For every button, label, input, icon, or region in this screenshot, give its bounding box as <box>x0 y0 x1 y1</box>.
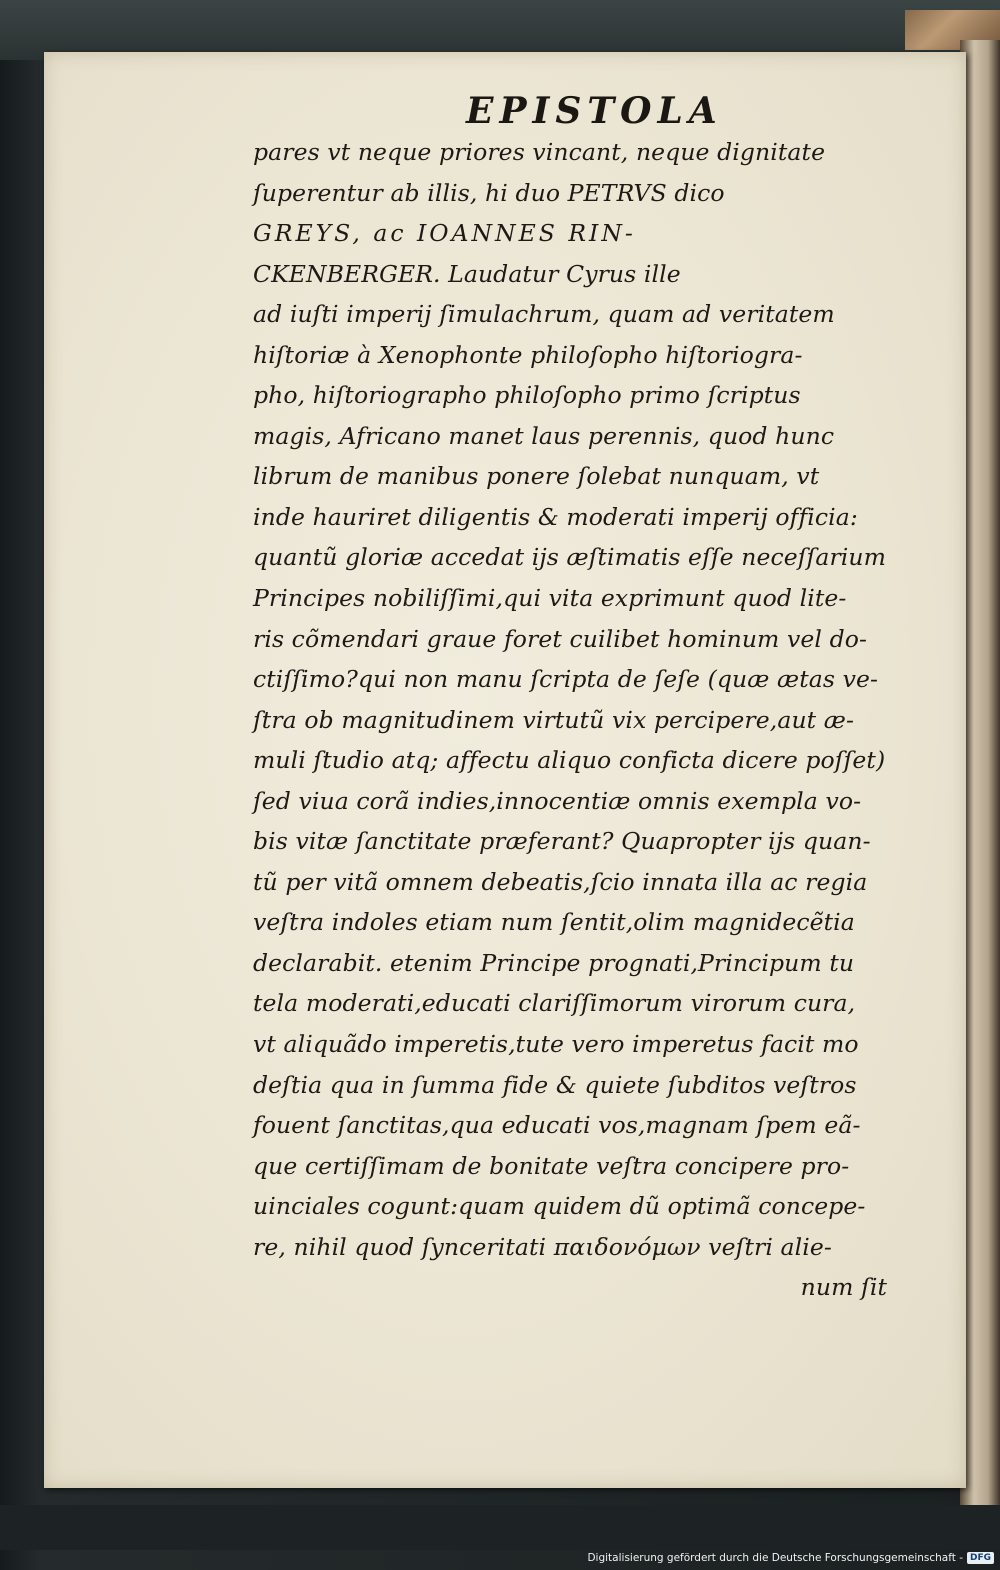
text-line: bis vitæ ſanctitate præferant? Quapropter ijs quan- <box>253 827 871 856</box>
text-line: muli ſtudio atq; affectu aliquo conficta dicere poſſet) <box>253 746 886 775</box>
text-line: re, nihil quod ſynceritati παιδονόμων veſtri alie- <box>253 1232 832 1261</box>
text-line: ad iuſti imperij ſimulachrum, quam ad veritatem <box>253 300 835 329</box>
digitization-credit <box>587 1550 994 1566</box>
book-binding-top <box>0 0 1000 60</box>
text-line: hiſtoriæ à Xenophonte philoſopho hiſtoriogra- <box>253 340 803 369</box>
text-line: quantũ gloriæ accedat ijs æſtimatis eſſe neceſſarium <box>253 543 887 572</box>
text-line: que certiſſimam de bonitate veſtra concipere pro- <box>253 1151 850 1180</box>
running-head: EPISTOLA <box>466 90 723 132</box>
text-line: ſed viua corã indies,innocentiæ omnis exempla vo- <box>253 786 862 815</box>
text-line: ſtra ob magnitudinem virtutũ vix percipere,aut æ- <box>253 705 855 734</box>
scan-background-bottom <box>0 1505 1000 1550</box>
text-line: GREYS, ac IOANNES RIN- <box>253 219 636 248</box>
text-line: librum de manibus ponere ſolebat nunquam, vt <box>253 462 820 491</box>
text-line: magis, Africano manet laus perennis, quod hunc <box>253 421 835 450</box>
text-line: ſuperentur ab illis, hi duo PETRVS dico <box>253 178 725 207</box>
text-line: declarabit. etenim Principe prognati,Principum tu <box>253 948 855 977</box>
credit-text: Digitalisierung gefördert durch die Deutsche Forschungsgemeinschaft - <box>587 1552 963 1564</box>
text-line: pho, hiſtoriographo philoſopho primo ſcriptus <box>253 381 801 410</box>
text-line: ctiſſimo?qui non manu ſcripta de ſeſe (quæ ætas ve- <box>253 665 879 694</box>
text-line: fouent ſanctitas,qua educati vos,magnam ſpem eã- <box>253 1111 861 1140</box>
text-line: tela moderati,educati clariſſimorum virorum cura, <box>253 989 856 1018</box>
text-line: tũ per vitã omnem debeatis,ſcio innata illa ac regia <box>253 867 868 896</box>
text-line: inde hauriret diligentis & moderati imperij officia: <box>253 502 858 531</box>
text-line: ris cõmendari graue foret cuilibet hominum vel do- <box>253 624 868 653</box>
body-text <box>253 132 893 1308</box>
text-line: deſtia qua in ſumma fide & quiete ſubditos veſtros <box>253 1070 857 1099</box>
text-line: Principes nobiliſſimi,qui vita exprimunt quod lite- <box>253 584 847 613</box>
text-line: CKENBERGER. Laudatur Cyrus ille <box>253 259 681 288</box>
book-cover-edge <box>960 40 1000 1530</box>
text-line: uinciales cogunt:quam quidem dũ optimã concepe- <box>253 1192 866 1221</box>
text-line: vt aliquãdo imperetis,tute vero imperetus facit mo <box>253 1030 859 1059</box>
catchword: num ſit <box>800 1273 887 1302</box>
dfg-logo: DFG <box>967 1552 994 1564</box>
text-line: veſtra indoles etiam num ſentit,olim magnidecẽtia <box>253 908 855 937</box>
text-line: pares vt neque priores vincant, neque dignitate <box>253 138 826 166</box>
